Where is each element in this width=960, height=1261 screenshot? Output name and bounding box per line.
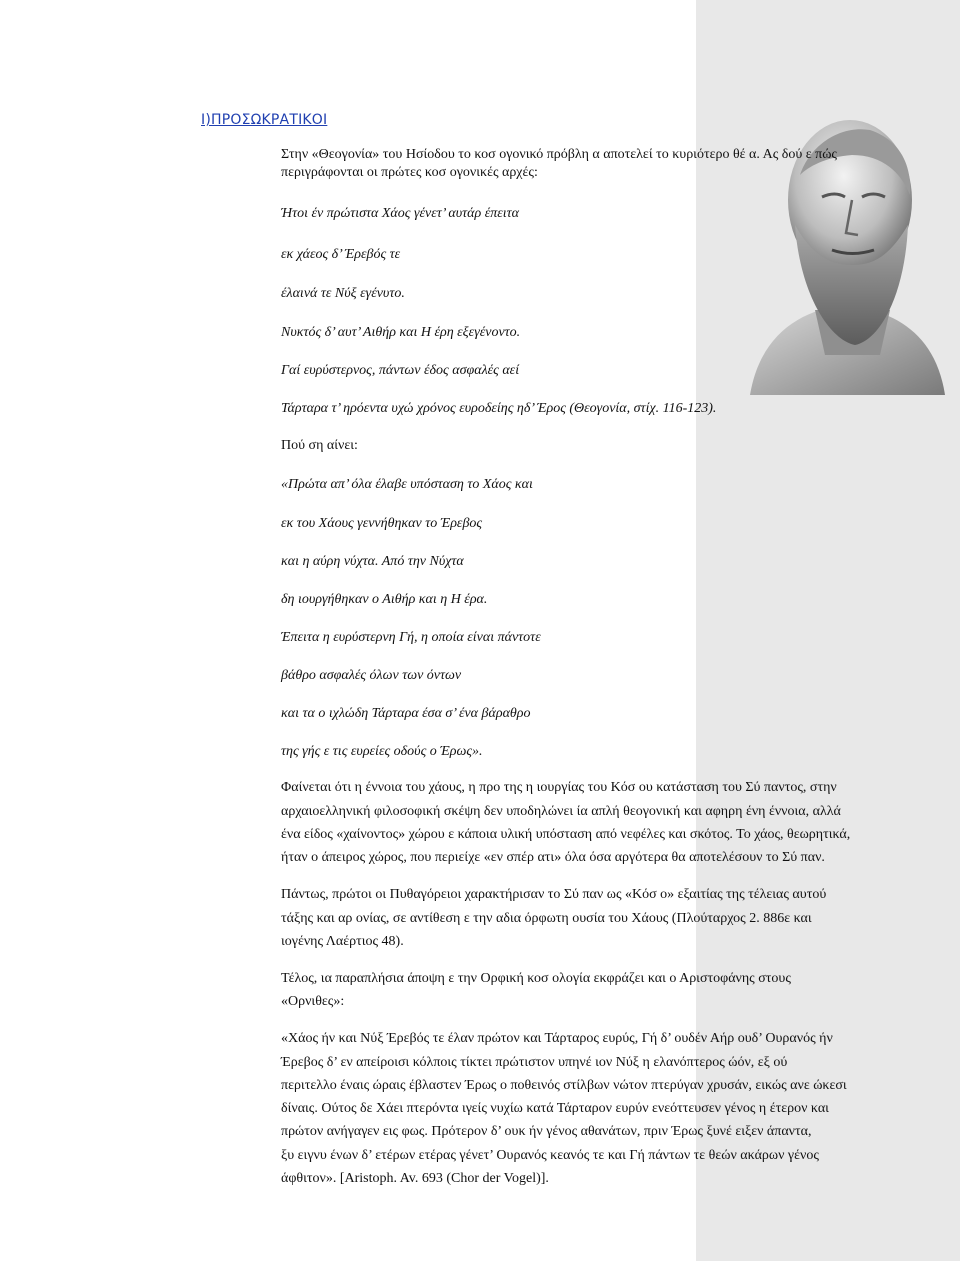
verse-line: έλαινά τε Νύξ εγένυτο. [281, 286, 405, 301]
section-title: Ι)ΠΡΟΣΩΚΡΑΤΙΚΟΙ [201, 112, 328, 128]
intro-line: περιγράφονται οι πρώτες κοσ ογονικές αρχές: [281, 165, 538, 180]
intro-line: Στην «Θεογονία» του Ησίοδου το κοσ ογονικό πρόβλη α αποτελεί το κυριότερο θέ α. Ας δού ε πώς [281, 147, 837, 162]
translation-line: Έπειτα η ευρύστερνη Γή, η οποία είναι πάντοτε [281, 630, 541, 645]
translation-line: δη ιουργήθηκαν ο Αιθήρ και η Η έρα. [281, 592, 488, 607]
aristophanes-quote-line: «Χάος ήν και Νύξ Έρεβός τε έλαν πρώτον και Τάρταρος ευρύς, Γή δ’ ουδέν Αήρ ουδ’ Ουρανός ήν [281, 1031, 833, 1046]
aristophanes-quote-line: περιτελλο έναις ώραις έβλαστεν Έρως ο ποθεινός στίλβων νώτον πτερύγαν χρυσάν, εικώς ανε ώκεσι [281, 1078, 847, 1093]
aristophanes-quote-line: δίναις. Ούτος δε Χάει πτερόντα ιγείς νυχίω κατά Τάρταρον ευρύν ενεόττευσεν γένος η έτερον και [281, 1101, 829, 1116]
paragraph-line: ιογένης Λαέρτιος 48). [281, 934, 404, 949]
paragraph-line: αρχαιοελληνική φιλοσοφική σκέψη δεν υποδηλώνει ία απλή θεογονική και αφηρη ένη έννοια, αλλά [281, 804, 841, 819]
paragraph-line: ένα είδος «χαίνοντος» χώρου ε κάποια υλική υπόσταση από νεφέλες και σκότος. Το χάος, θεωρητικά, [281, 827, 851, 842]
aristophanes-quote-line: άφθιτον». [Aristoph. Av. 693 (Chor der Vogel)]. [281, 1171, 549, 1186]
translation-line: «Πρώτα απ’ όλα έλαβε υπόσταση το Χάος και [281, 477, 533, 492]
meaning-label: Πού ση αίνει: [281, 438, 358, 453]
verse-line: Ήτοι έν πρώτιστα Χάος γένετ’ αυτάρ έπειτα [281, 206, 519, 221]
paragraph-line: Φαίνεται ότι η έννοια του χάους, η προ της η ιουργίας του Κόσ ου κατάσταση του Σύ παντος, στην [281, 780, 837, 795]
paragraph-line: τάξης και αρ ονίας, σε αντίθεση ε την αδια όρφωτη ουσία του Χάους (Πλούταρχος 2. 886ε και [281, 911, 812, 926]
verse-line: Τάρταρα τ’ ηρόεντα υχώ χρόνος ευροδείης ηδ’ Έρος (Θεογονία, στίχ. 116-123). [281, 401, 717, 416]
translation-line: και τα ο ιχλώδη Τάρταρα έσα σ’ ένα βάραθρο [281, 706, 531, 721]
translation-line: εκ του Χάους γεννήθηκαν το Έρεβος [281, 516, 483, 531]
paragraph-line: «Ορνιθες»: [281, 994, 345, 1009]
aristophanes-quote-line: ξυ ειγνυ ένων δ’ ετέρων ετέρας γένετ’ Ουρανός κεανός τε και Γή πάντων τε θεών ακάρων γένος [281, 1148, 819, 1163]
paragraph-line: ήταν ο άπειρος χώρος, που περιείχε «εν σπέρ ατι» όλα όσα αργότερα θα αποτελέσουν το Σύ παν. [281, 850, 825, 865]
aristophanes-quote-line: Έρεβος δ’ εν απείροισι κόλποις τίκτει πρώτιστον υπηνέ ιον Νύξ η ελανόπτερος ώόν, εξ ού [281, 1055, 788, 1070]
translation-line: της γής ε τις ευρείες οδούς ο Έρως». [281, 744, 483, 759]
verse-line: Νυκτός δ’ αυτ’ Αιθήρ και Η έρη εξεγένοντο. [281, 325, 521, 340]
verse-line: εκ χάεος δ’ Έρεβός τε [281, 247, 401, 262]
paragraph-line: Πάντως, πρώτοι οι Πυθαγόρειοι χαρακτήρισαν το Σύ παν ως «Κόσ ο» εξαιτίας της τέλειας αυτού [281, 887, 827, 902]
paragraph-line: Τέλος, ια παραπλήσια άποψη ε την Ορφική κοσ ολογία εκφράζει και ο Αριστοφάνης στους [281, 971, 791, 986]
translation-line: και η αύρη νύχτα. Από την Νύχτα [281, 554, 464, 569]
aristophanes-quote-line: πρώτον ανήγαγεν εις φως. Πρότερον δ’ ουκ ήν γένος αθανάτων, πριν Έρως ξυνέ ειξεν άπαντα, [281, 1124, 812, 1139]
verse-line: Γαί ευρύστερνος, πάντων έδος ασφαλές αεί [281, 363, 520, 378]
translation-line: βάθρο ασφαλές όλων των όντων [281, 668, 462, 683]
